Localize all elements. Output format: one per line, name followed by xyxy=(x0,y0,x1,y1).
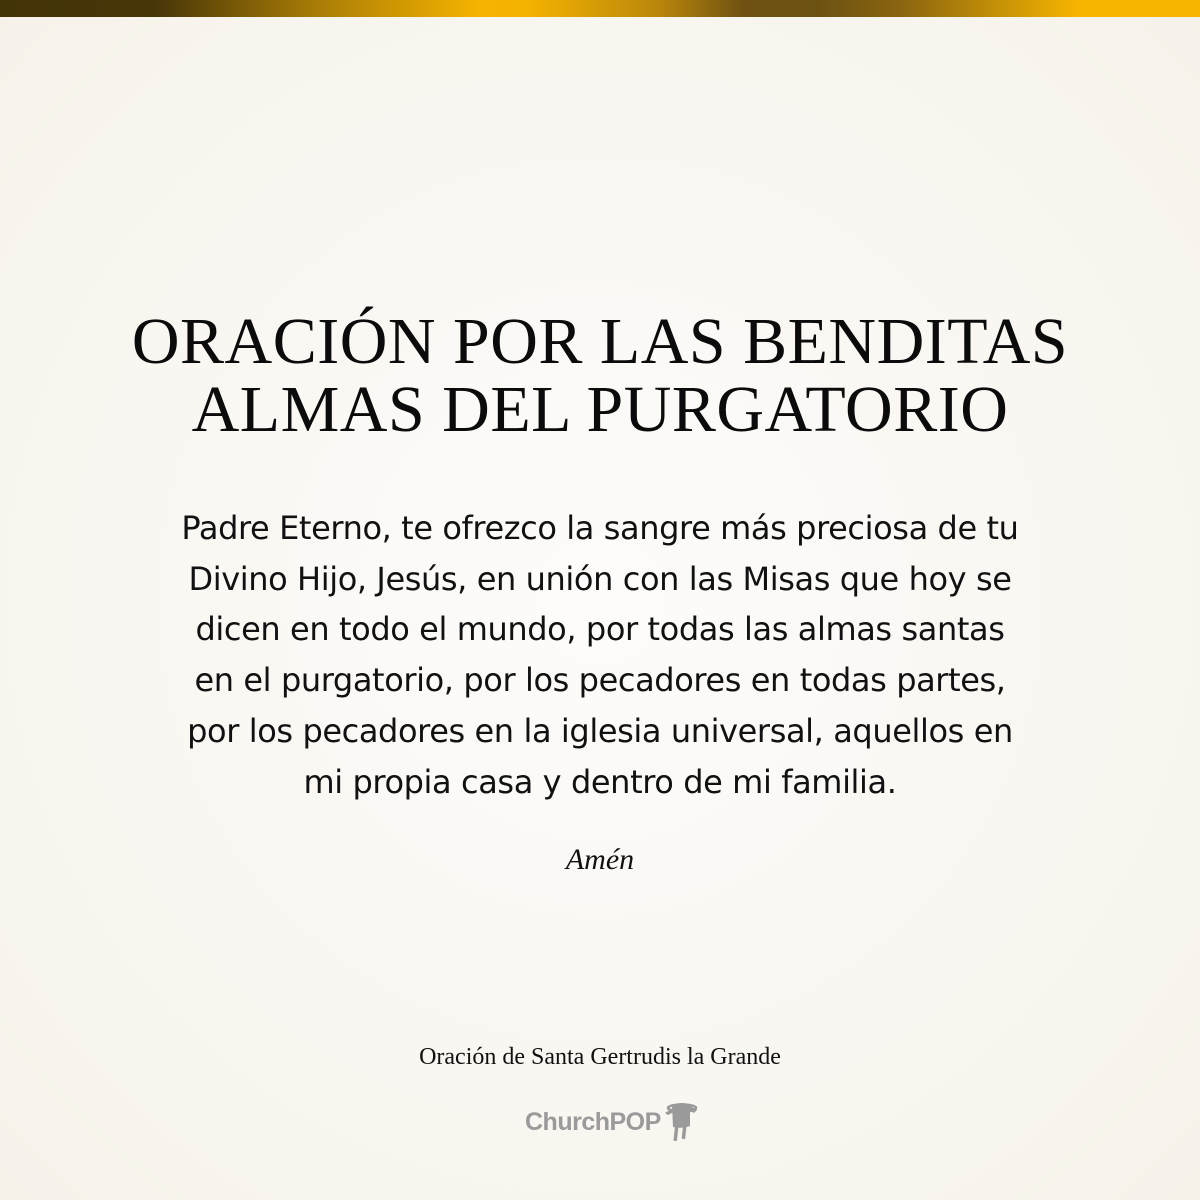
amen-closing: Amén xyxy=(565,843,635,876)
churchpop-logo xyxy=(525,1100,700,1144)
prayer-title xyxy=(0,305,1200,446)
title-line: ORACIÓN POR LAS BENDITAS xyxy=(131,305,1069,378)
title-line: ALMAS DEL PURGATORIO xyxy=(191,373,1009,446)
churchpop-mascot-icon xyxy=(662,1100,700,1144)
prayer-line: mi propia casa y dentro de mi familia. xyxy=(303,762,897,801)
prayer-body xyxy=(0,503,1200,807)
prayer-line: Padre Eterno, te ofrezco la sangre más preciosa de tu xyxy=(181,509,1019,547)
prayer-line: Divino Hijo, Jesús, en unión con las Misas que hoy se xyxy=(188,559,1012,598)
prayer-line: en el purgatorio, por los pecadores en todas partes, xyxy=(194,661,1006,700)
prayer-attribution: Oración de Santa Gertrudis la Grande xyxy=(419,1044,781,1070)
prayer-line: por los pecadores en la iglesia universal, aquellos en xyxy=(187,711,1013,750)
top-gradient-bar xyxy=(0,0,1200,17)
logo-wordmark: ChurchPOP xyxy=(525,1107,661,1136)
prayer-line: dicen en todo el mundo, por todas las almas santas xyxy=(195,610,1005,649)
